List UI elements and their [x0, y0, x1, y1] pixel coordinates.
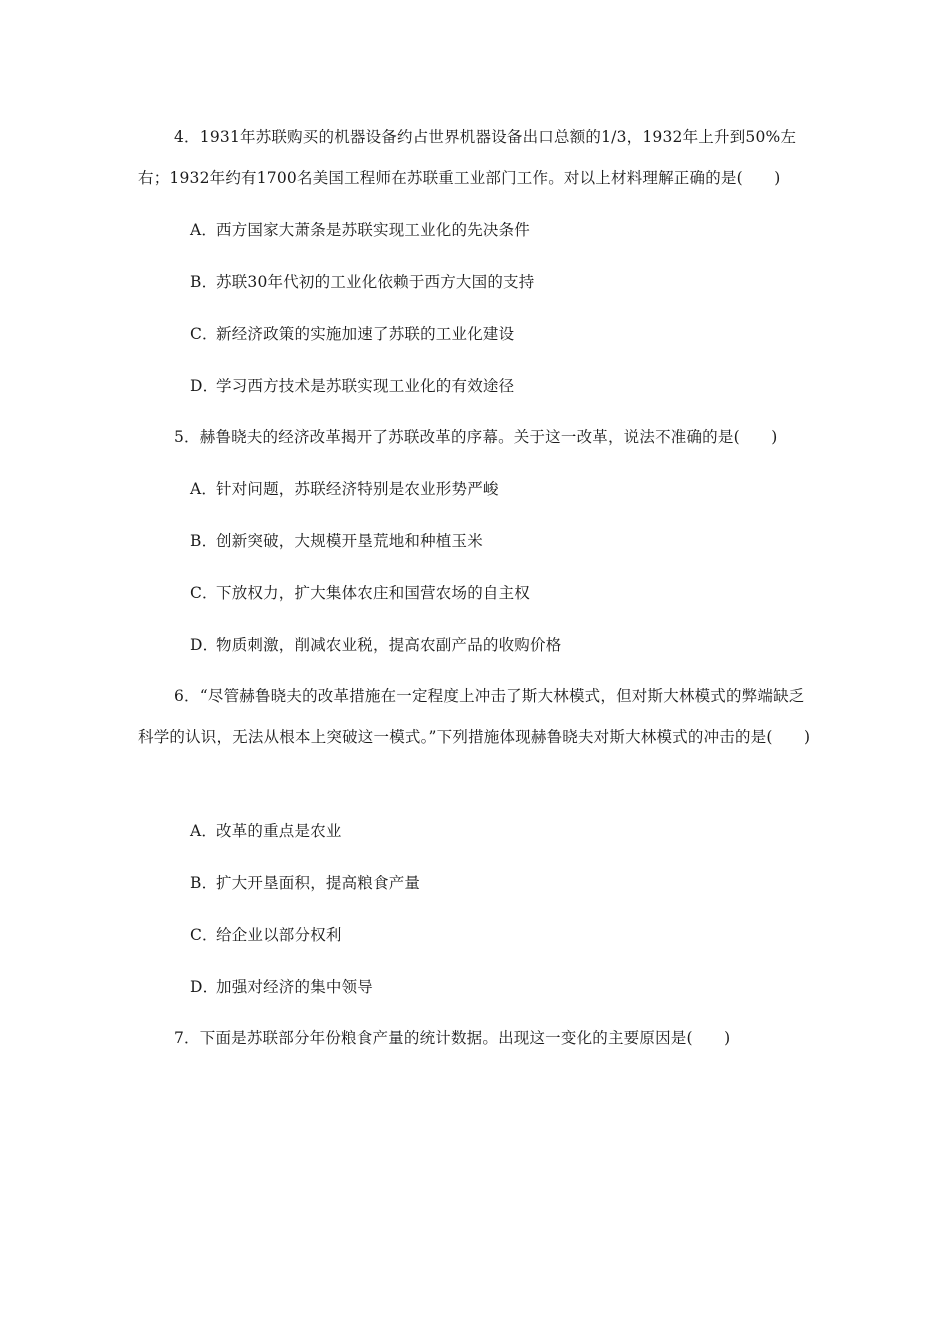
option-letter: D．: [190, 636, 219, 654]
option-letter: B．: [190, 532, 218, 550]
question-6-option-c: [190, 923, 342, 947]
option-text: 加强对经济的集中领导: [216, 978, 374, 996]
question-4-stem: 4．1931年苏联购买的机器设备约占世界机器设备出口总额的1/3，1932年上升到50%左右；1932年约有1700名美国工程师在苏联重工业部门工作。对以上材料理解正确的是( ): [138, 128, 797, 187]
option-letter: B．: [190, 874, 218, 892]
question-6-option-a: [190, 819, 342, 843]
question-5-option-d: [190, 633, 561, 657]
option-text: 西方国家大萧条是苏联实现工业化的先决条件: [216, 221, 531, 239]
option-letter: A．: [190, 822, 218, 840]
option-text: 创新突破，大规模开垦荒地和种植玉米: [216, 532, 483, 550]
option-letter: C．: [190, 584, 218, 602]
option-text: 扩大开垦面积，提高粮食产量: [216, 874, 421, 892]
option-letter: B．: [190, 273, 218, 291]
option-letter: A．: [190, 221, 218, 239]
question-6-stem: 6．“尽管赫鲁晓夫的改革措施在一定程度上冲击了斯大林模式，但对斯大林模式的弊端缺乏科学的认识，无法从根本上突破这一模式。”下列措施体现赫鲁晓夫对斯大林模式的冲击的是( ): [138, 687, 811, 746]
option-letter: C．: [190, 325, 218, 343]
question-4-option-b: [190, 270, 534, 294]
option-letter: D．: [190, 377, 219, 395]
option-text: 给企业以部分权利: [216, 926, 342, 944]
option-text: 物质刺激，削减农业税，提高农副产品的收购价格: [216, 636, 562, 654]
question-7-stem: 7．下面是苏联部分年份粮食产量的统计数据。出现这一变化的主要原因是( ): [174, 1029, 731, 1047]
question-4-option-d: [190, 374, 514, 398]
question-5-option-b: [190, 529, 483, 553]
option-text: 学习西方技术是苏联实现工业化的有效途径: [216, 377, 515, 395]
question-5-option-c: [190, 581, 530, 605]
option-letter: D．: [190, 978, 219, 996]
question-6-option-b: [190, 871, 420, 895]
option-text: 苏联30年代初的工业化依赖于西方大国的支持: [216, 273, 535, 291]
option-letter: A．: [190, 480, 218, 498]
option-text: 下放权力，扩大集体农庄和国营农场的自主权: [216, 584, 531, 602]
option-text: 针对问题，苏联经济特别是农业形势严峻: [216, 480, 499, 498]
option-text: 改革的重点是农业: [216, 822, 342, 840]
option-text: 新经济政策的实施加速了苏联的工业化建设: [216, 325, 515, 343]
question-6-option-d: [190, 975, 373, 999]
question-4-option-a: [190, 218, 530, 242]
question-5-stem: 5．赫鲁晓夫的经济改革揭开了苏联改革的序幕。关于这一改革，说法不准确的是( ): [174, 428, 778, 446]
option-letter: C．: [190, 926, 218, 944]
question-5-option-a: [190, 477, 499, 501]
question-4-option-c: [190, 322, 514, 346]
